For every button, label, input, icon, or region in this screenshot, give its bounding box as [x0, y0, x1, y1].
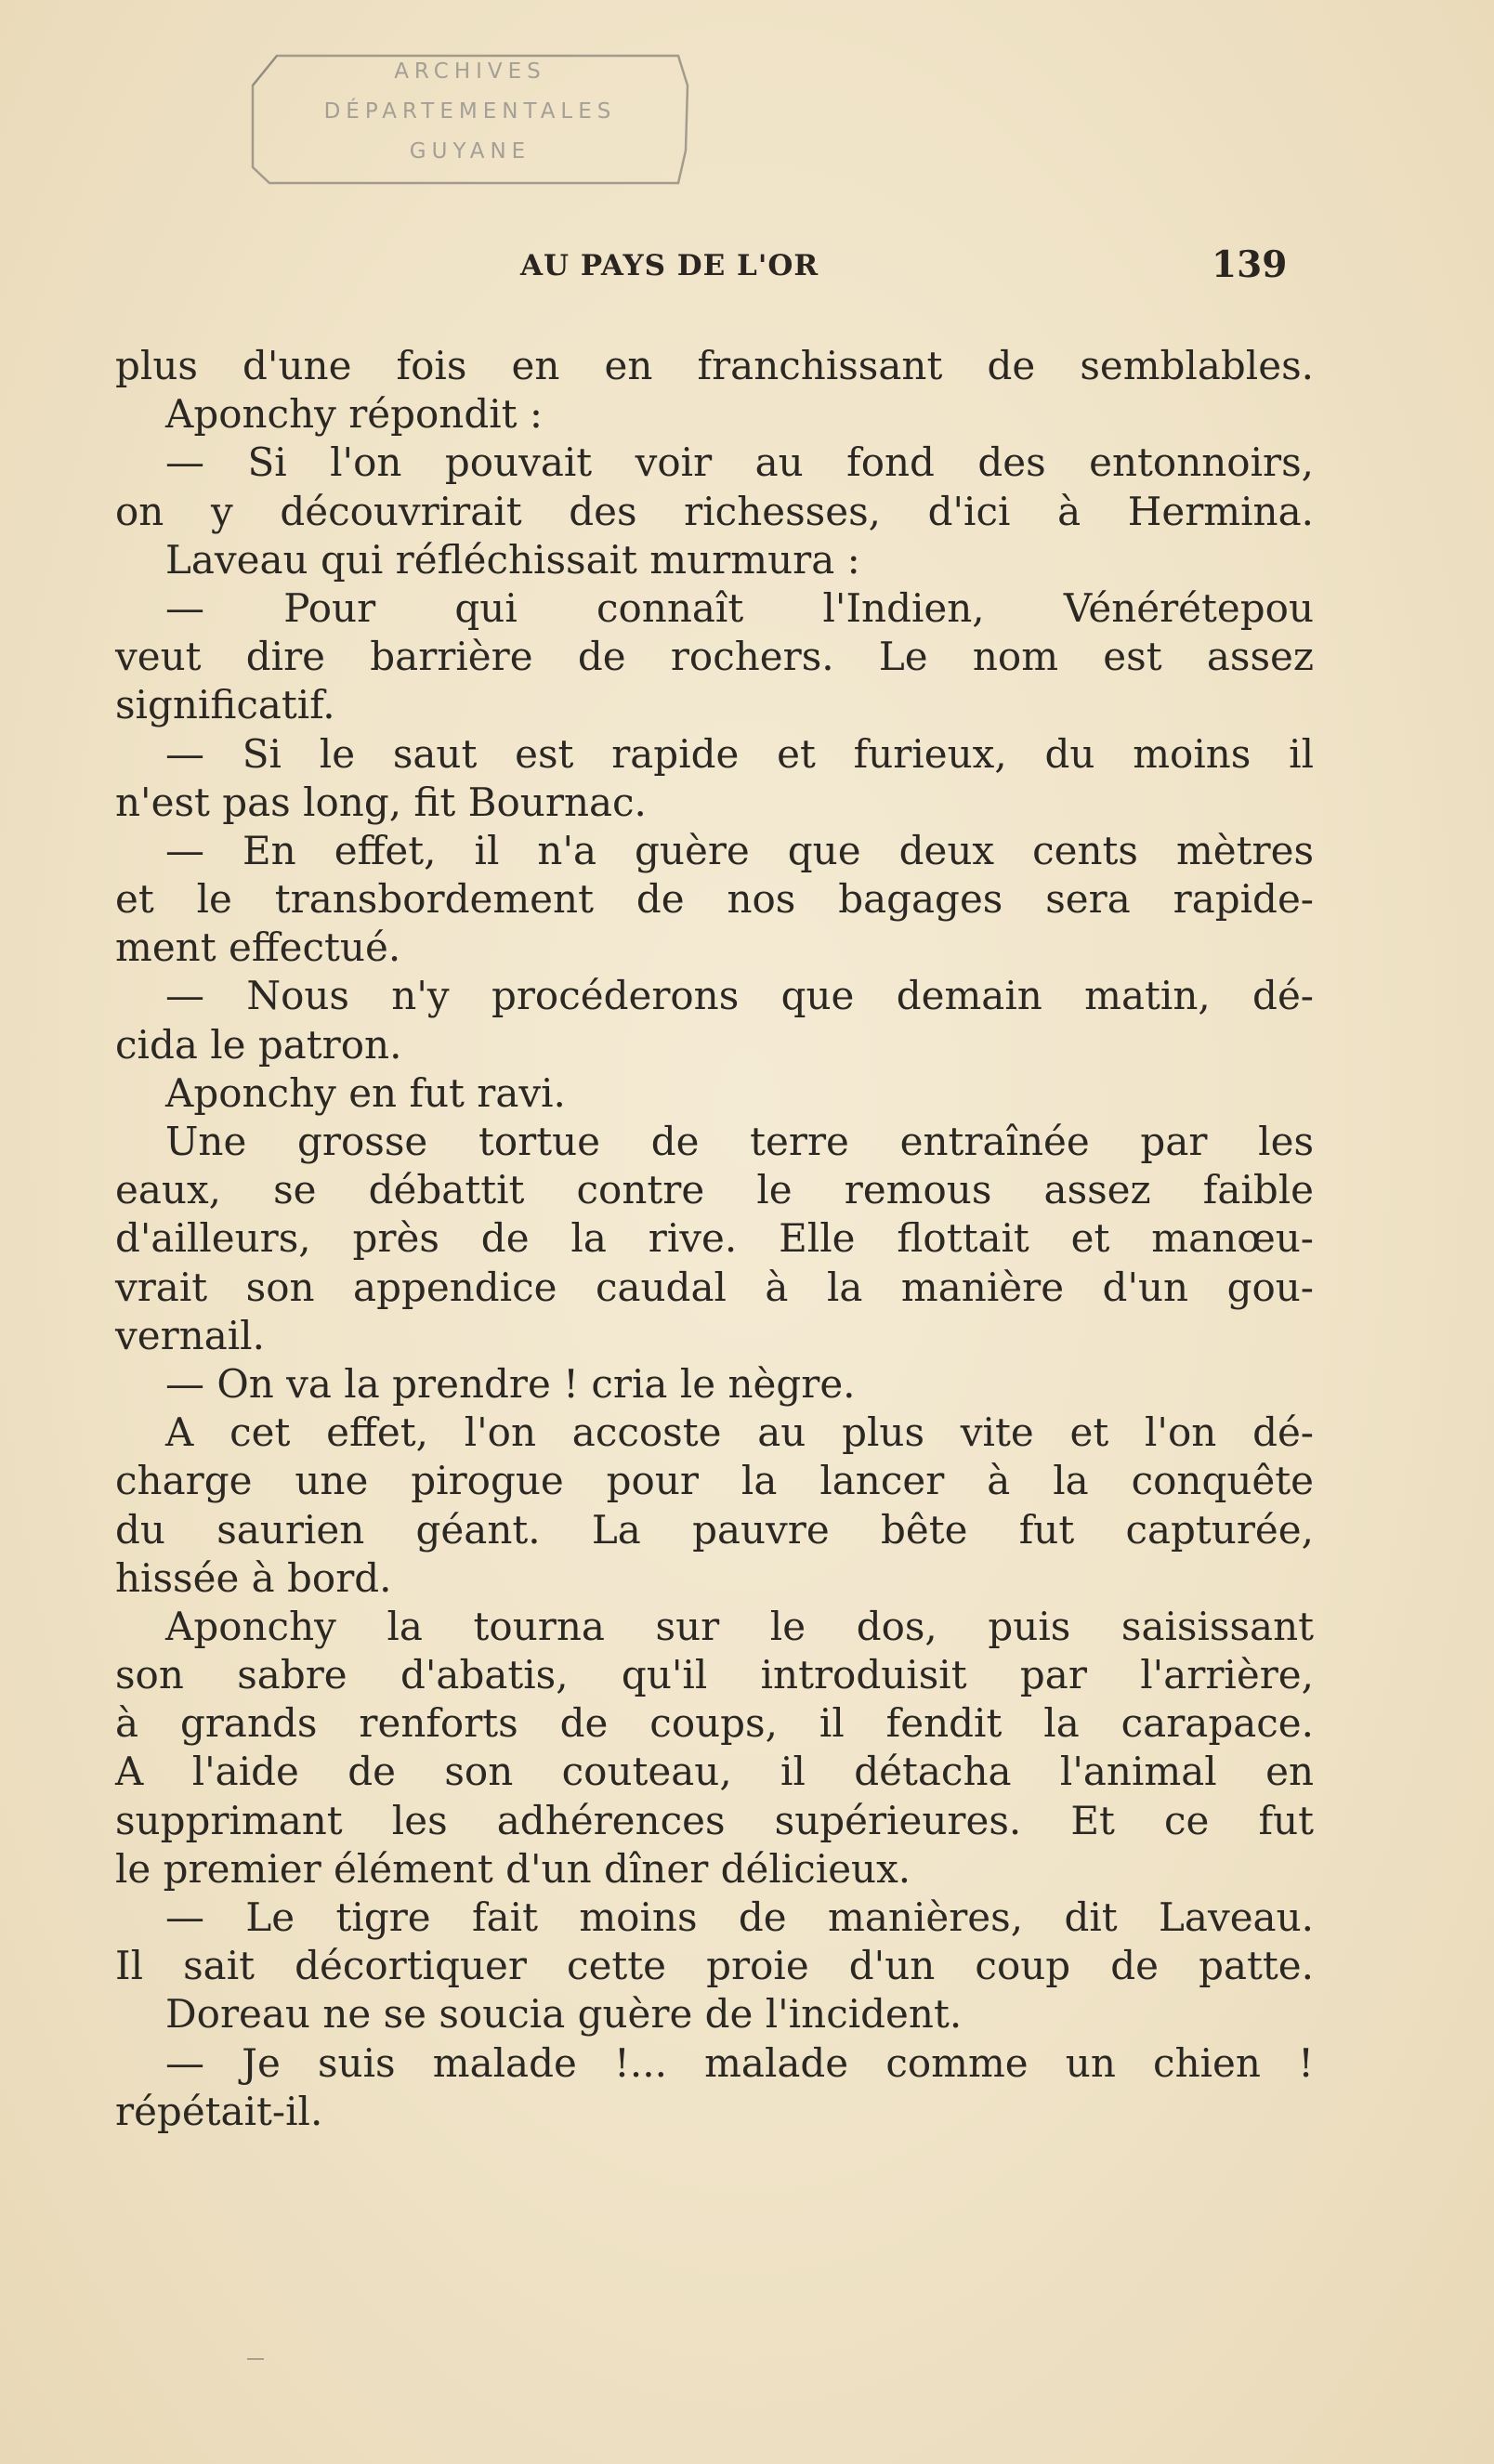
- running-title: AU PAYS DE L'OR: [520, 249, 819, 282]
- text-line: — Si le saut est rapide et furieux, du moins il: [165, 730, 1314, 777]
- text-line: Laveau qui réfléchissait murmura :: [165, 536, 860, 583]
- text-line: — On va la prendre ! cria le nègre.: [165, 1360, 856, 1407]
- text-line: eaux, se débattit contre le remous assez faible: [115, 1167, 1314, 1213]
- stamp-line-2: DÉPARTEMENTALES: [323, 99, 617, 124]
- text-line: — Je suis malade !... malade comme un chien !: [165, 2039, 1314, 2086]
- pencil-mark: [247, 2358, 264, 2360]
- page-number: 139: [1212, 243, 1288, 286]
- text-line: hissée à bord.: [115, 1554, 392, 1601]
- text-line: Aponchy en fut ravi.: [165, 1069, 566, 1116]
- text-line: et le transbordement de nos bagages sera rapide-: [115, 876, 1314, 923]
- text-line: vernail.: [115, 1312, 265, 1358]
- body-text: [115, 342, 1314, 2136]
- text-line: — Pour qui connaît l'Indien, Vénérétepou: [165, 584, 1314, 631]
- text-line: — Nous n'y procéderons que demain matin, dé-: [165, 973, 1314, 1019]
- text-line: — Si l'on pouvait voir au fond des entonnoirs,: [165, 439, 1314, 486]
- text-line: charge une pirogue pour la lancer à la conquête: [115, 1458, 1314, 1504]
- text-line: n'est pas long, fit Bournac.: [115, 779, 647, 825]
- text-line: plus d'une fois en en franchissant de semblables.: [115, 343, 1314, 388]
- text-line: d'ailleurs, près de la rive. Elle flottait et manœu-: [115, 1215, 1314, 1262]
- stamp-line-3: GUYANE: [409, 139, 531, 164]
- text-line: significatif.: [115, 682, 335, 728]
- text-line: ment effectué.: [115, 924, 401, 971]
- text-line: — En effet, il n'a guère que deux cents mètres: [165, 827, 1314, 873]
- stamp-line-1: ARCHIVES: [394, 59, 546, 84]
- text-line: Doreau ne se soucia guère de l'incident.: [165, 1991, 963, 2038]
- text-line: Une grosse tortue de terre entraînée par les: [165, 1119, 1314, 1164]
- text-line: Aponchy la tourna sur le dos, puis saisissant: [165, 1603, 1314, 1649]
- text-line: A l'aide de son couteau, il détacha l'animal en: [115, 1749, 1314, 1795]
- text-line: cida le patron.: [115, 1021, 402, 1068]
- text-line: veut dire barrière de rochers. Le nom est assez: [115, 634, 1314, 680]
- text-line: on y découvrirait des richesses, d'ici à Hermina.: [115, 488, 1314, 534]
- text-line: Il sait décortiquer cette proie d'un coup de patte.: [115, 1943, 1314, 1989]
- text-line: — Le tigre fait moins de manières, dit Laveau.: [165, 1894, 1314, 1940]
- text-line: vrait son appendice caudal à la manière d'un gou-: [115, 1264, 1314, 1310]
- text-line: Aponchy répondit :: [165, 391, 544, 438]
- text-line: du saurien géant. La pauvre bête fut capturée,: [115, 1506, 1314, 1553]
- text-line: supprimant les adhérences supérieures. Et ce fut: [115, 1797, 1314, 1843]
- archive-stamp: [249, 48, 691, 190]
- text-line: le premier élément d'un dîner délicieux.: [115, 1845, 911, 1892]
- text-line: son sabre d'abatis, qu'il introduisit par l'arrière,: [115, 1652, 1314, 1698]
- text-line: A cet effet, l'on accoste au plus vite et l'on dé-: [165, 1409, 1314, 1456]
- text-line: à grands renforts de coups, il fendit la carapace.: [115, 1700, 1314, 1747]
- text-line: répétait-il.: [115, 2088, 323, 2134]
